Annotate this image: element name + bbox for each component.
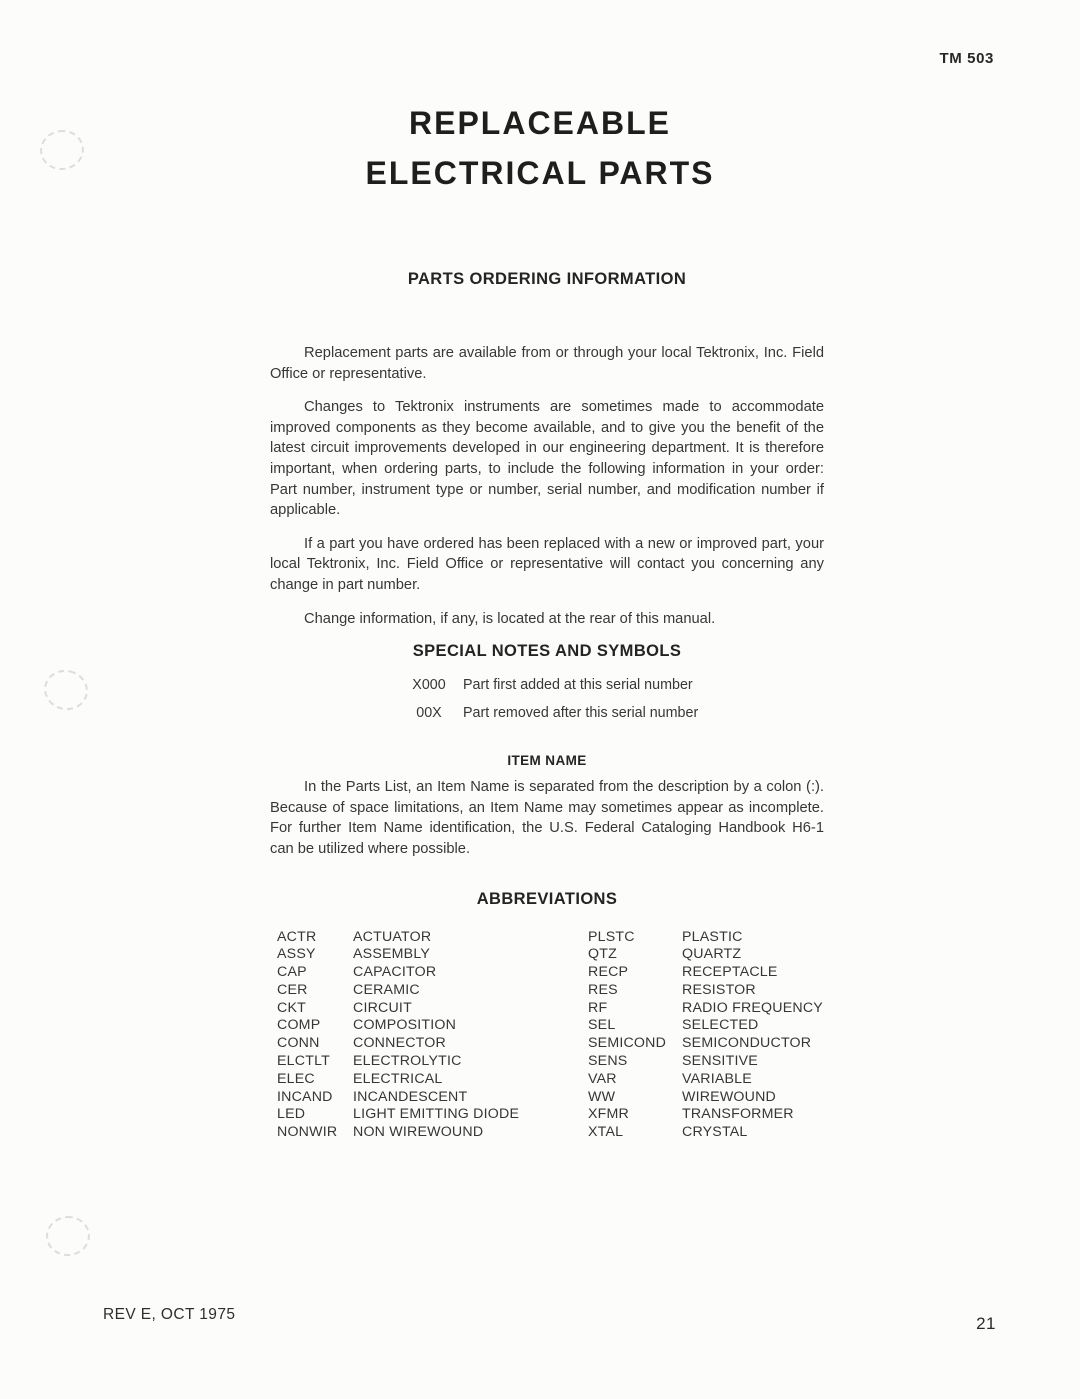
page-title [0,98,1080,198]
scan-artifact-punch-hole [45,1215,92,1258]
abbrev-code: ACTR [277,928,317,945]
page-title-line2: ELECTRICAL PARTS [365,155,715,191]
revision-note: REV E, OCT 1975 [103,1306,236,1323]
page-number: 21 [976,1314,996,1333]
abbrev-full: LIGHT EMITTING DIODE [353,1106,520,1123]
page-title-line1: REPLACEABLE [408,105,671,141]
abbrev-full: CRYSTAL [682,1124,748,1141]
abbrev-code: XFMR [588,1106,629,1123]
abbrev-row [277,1035,824,1053]
abbrev-full: CAPACITOR [353,964,437,981]
abbrev-code: INCAND [277,1088,333,1105]
sub-heading-item-name: ITEM NAME [507,753,587,769]
section-heading-special-notes: SPECIAL NOTES AND SYMBOLS [412,642,682,661]
abbrev-full: ELECTROLYTIC [353,1053,462,1070]
abbrev-row [277,1000,824,1018]
symbol-meaning: Part removed after this serial number [463,705,699,722]
page-content [270,270,824,1142]
section-heading-parts-ordering: PARTS ORDERING INFORMATION [407,270,687,288]
abbrev-full: CIRCUIT [353,999,412,1016]
abbrev-full: SENSITIVE [682,1053,758,1070]
symbol-code: X000 [412,677,446,694]
abbrev-full: SEMICONDUCTOR [682,1035,812,1052]
abbrev-code: CER [277,981,308,998]
abbrev-full: RESISTOR [682,981,756,998]
abbrev-code: ELCTLT [277,1053,330,1070]
abbrev-full: ASSEMBLY [353,946,431,963]
doc-ref: TM 503 [939,50,994,67]
abbrev-code: CAP [277,964,307,981]
abbrev-full: SELECTED [682,1017,759,1034]
abbrev-full: ACTUATOR [353,928,432,945]
abbrev-code: LED [277,1106,306,1123]
abbrev-row [277,964,824,982]
item-name-paragraph: In the Parts List, an Item Name is separated from the description by a colon (:). Because of space limitations, an Item Name may sometimes appear as incomplete. For further Item Name identification, the U.S. Federal Cataloging Handbook H6-1 can be utilized where possible. [270,779,824,857]
abbrev-code: SENS [588,1053,628,1070]
symbol-meaning: Part first added at this serial number [463,677,693,694]
abbrev-code: COMP [277,1017,321,1034]
abbrev-row [277,1071,824,1089]
abbrev-row [277,1124,824,1142]
abbrev-row [277,946,824,964]
section-heading-abbreviations: ABBREVIATIONS [476,889,618,908]
abbrev-code: SEL [588,1017,616,1034]
abbrev-full: WIREWOUND [682,1088,777,1105]
symbol-code: 00X [416,705,442,722]
abbrev-full: PLASTIC [682,928,743,945]
scan-artifact-punch-hole [40,666,91,714]
abbrev-code: WW [588,1088,616,1105]
ordering-paragraph: If a part you have ordered has been replaced with a new or improved part, your local Tektronix, Inc. Field Office or representative will contact you concerning any change in part number. [270,535,824,593]
abbrev-code: RF [588,999,608,1016]
symbol-row [270,675,824,695]
abbrev-code: ELEC [277,1070,315,1087]
abbrev-code: CONN [277,1035,320,1052]
abbrev-code: PLSTC [588,928,635,945]
abbrev-code: CKT [277,999,306,1016]
abbrev-code: ASSY [277,946,316,963]
abbrev-code: RES [588,981,618,998]
abbrev-code: QTZ [588,946,617,963]
ordering-paragraph: Change information, if any, is located at the rear of this manual. [304,610,716,627]
abbrev-row [277,929,824,947]
abbreviations-table [270,929,824,1143]
abbrev-row [277,1017,824,1035]
abbrev-full: QUARTZ [682,946,742,963]
abbrev-full: ELECTRICAL [353,1070,443,1087]
abbrev-row [277,1106,824,1124]
abbrev-full: COMPOSITION [353,1017,457,1034]
abbrev-full: INCANDESCENT [353,1088,468,1105]
symbol-row [270,703,824,723]
abbrev-code: NONWIR [277,1124,338,1141]
abbrev-full: TRANSFORMER [682,1106,794,1123]
abbrev-row [277,1089,824,1107]
abbrev-code: RECP [588,964,629,981]
ordering-paragraph: Replacement parts are available from or through your local Tektronix, Inc. Field Office or representative. [270,345,824,382]
abbrev-code: VAR [588,1070,617,1087]
abbrev-full: RECEPTACLE [682,964,778,981]
abbrev-code: XTAL [588,1124,624,1141]
abbrev-code: SEMICOND [588,1035,667,1052]
ordering-paragraph: Changes to Tektronix instruments are sometimes made to accommodate improved components as they become available, and to give you the benefit of the latest circuit improvements developed in our engineering department. It is therefore important, when ordering parts, to include the following information in your order: Part number, instrument type or number, serial number, and modification number if applicable. [270,399,824,519]
abbrev-full: NON WIREWOUND [353,1124,484,1141]
abbrev-full: RADIO FREQUENCY [682,999,823,1016]
abbrev-row [277,1053,824,1071]
abbrev-full: CONNECTOR [353,1035,446,1052]
abbrev-full: VARIABLE [682,1070,752,1087]
abbrev-full: CERAMIC [353,981,420,998]
abbrev-row [277,982,824,1000]
